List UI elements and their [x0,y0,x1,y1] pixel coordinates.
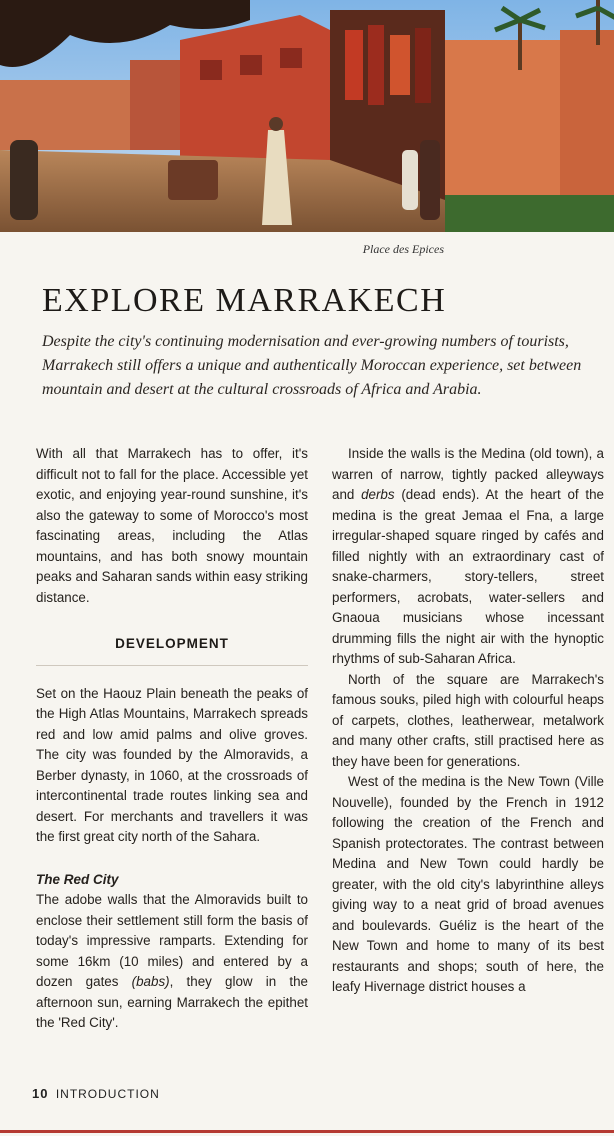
page-footer [32,1086,160,1101]
left-column [36,444,308,1034]
footer-section-label: INTRODUCTION [55,1087,160,1101]
market-scene-illustration [0,0,614,232]
left-paragraph-1: With all that Marrakech has to offer, it's difficult not to fall for the place. Accessible yet exotic, and enjoying year-round sunshine, it's also the gateway to some of Morocco's most fascinating areas, including the Atlas mountains, and has both snowy mountain peaks and Saharan sands within easy striking distance. [36,446,308,605]
intro-paragraph: Despite the city's continuing modernisation and ever-growing numbers of tourists, Marrakech still offers a unique and authentically Moroccan experience, set between mountain and desert at the cultural crossroads of Africa and Arabia. [42,333,582,398]
right-column [332,444,604,998]
left-paragraph-2: Set on the Haouz Plain beneath the peaks of the High Atlas Mountains, Marrakech spreads red and low amid palms and olive groves. The city was founded by the Almoravids, a Berber dynasty, in 1060, at the crossroads of intercontinental trade routes linking sea and desert. For merchants and travellers it was the first great city north of the Sahara. [36,685,308,844]
page-title: EXPLORE MARRAKECH [42,282,447,319]
photo-caption: Place des Epices [362,242,444,256]
left-paragraph-3: The adobe walls that the Almoravids built to enclose their settlement still form the basis of today's impressive ramparts. Extending for some 16km (10 miles) and entered by a dozen gates (babs), they glow in the afternoon sun, earning Marrakech the epithet the 'Red City'. [36,892,308,1030]
right-paragraph-2: North of the square are Marrakech's famous souks, piled high with colourful heaps of carpets, clothes, leatherwear, metalwork and many other crafts, still practised here as they have been for generations. [332,671,604,769]
hero-photo [0,0,614,232]
accent-rule [0,1130,614,1133]
right-paragraph-1: Inside the walls is the Medina (old town), a warren of narrow, tightly packed alleyways and derbs (dead ends). At the heart of the medina is the great Jemaa el Fna, a large irregular-shaped square ringed by cafés and filled nightly with an extraordinary cast of snake-charmers, story-tellers, street performers, acrobats, water-sellers and Gnaoua musicians whose incessant drumming fills the night air with the hynoptic rhythms of sub-Saharan Africa. [332,446,604,666]
page-number: 10 [32,1086,49,1101]
section-heading-development: DEVELOPMENT [36,634,308,666]
right-paragraph-3: West of the medina is the New Town (Ville Nouvelle), founded by the French in 1912 following the creation of the French and Spanish protectorates. The contrast between Medina and New Town could hardly be greater, with the old city's labyrinthine alleys giving way to a neat grid of broad avenues and boulevards. Guéliz is the heart of the New Town and home to many of its best restaurants and shops; south of here, the leafy Hivernage district houses a [332,774,604,994]
subheading-red-city: The Red City [36,871,119,887]
